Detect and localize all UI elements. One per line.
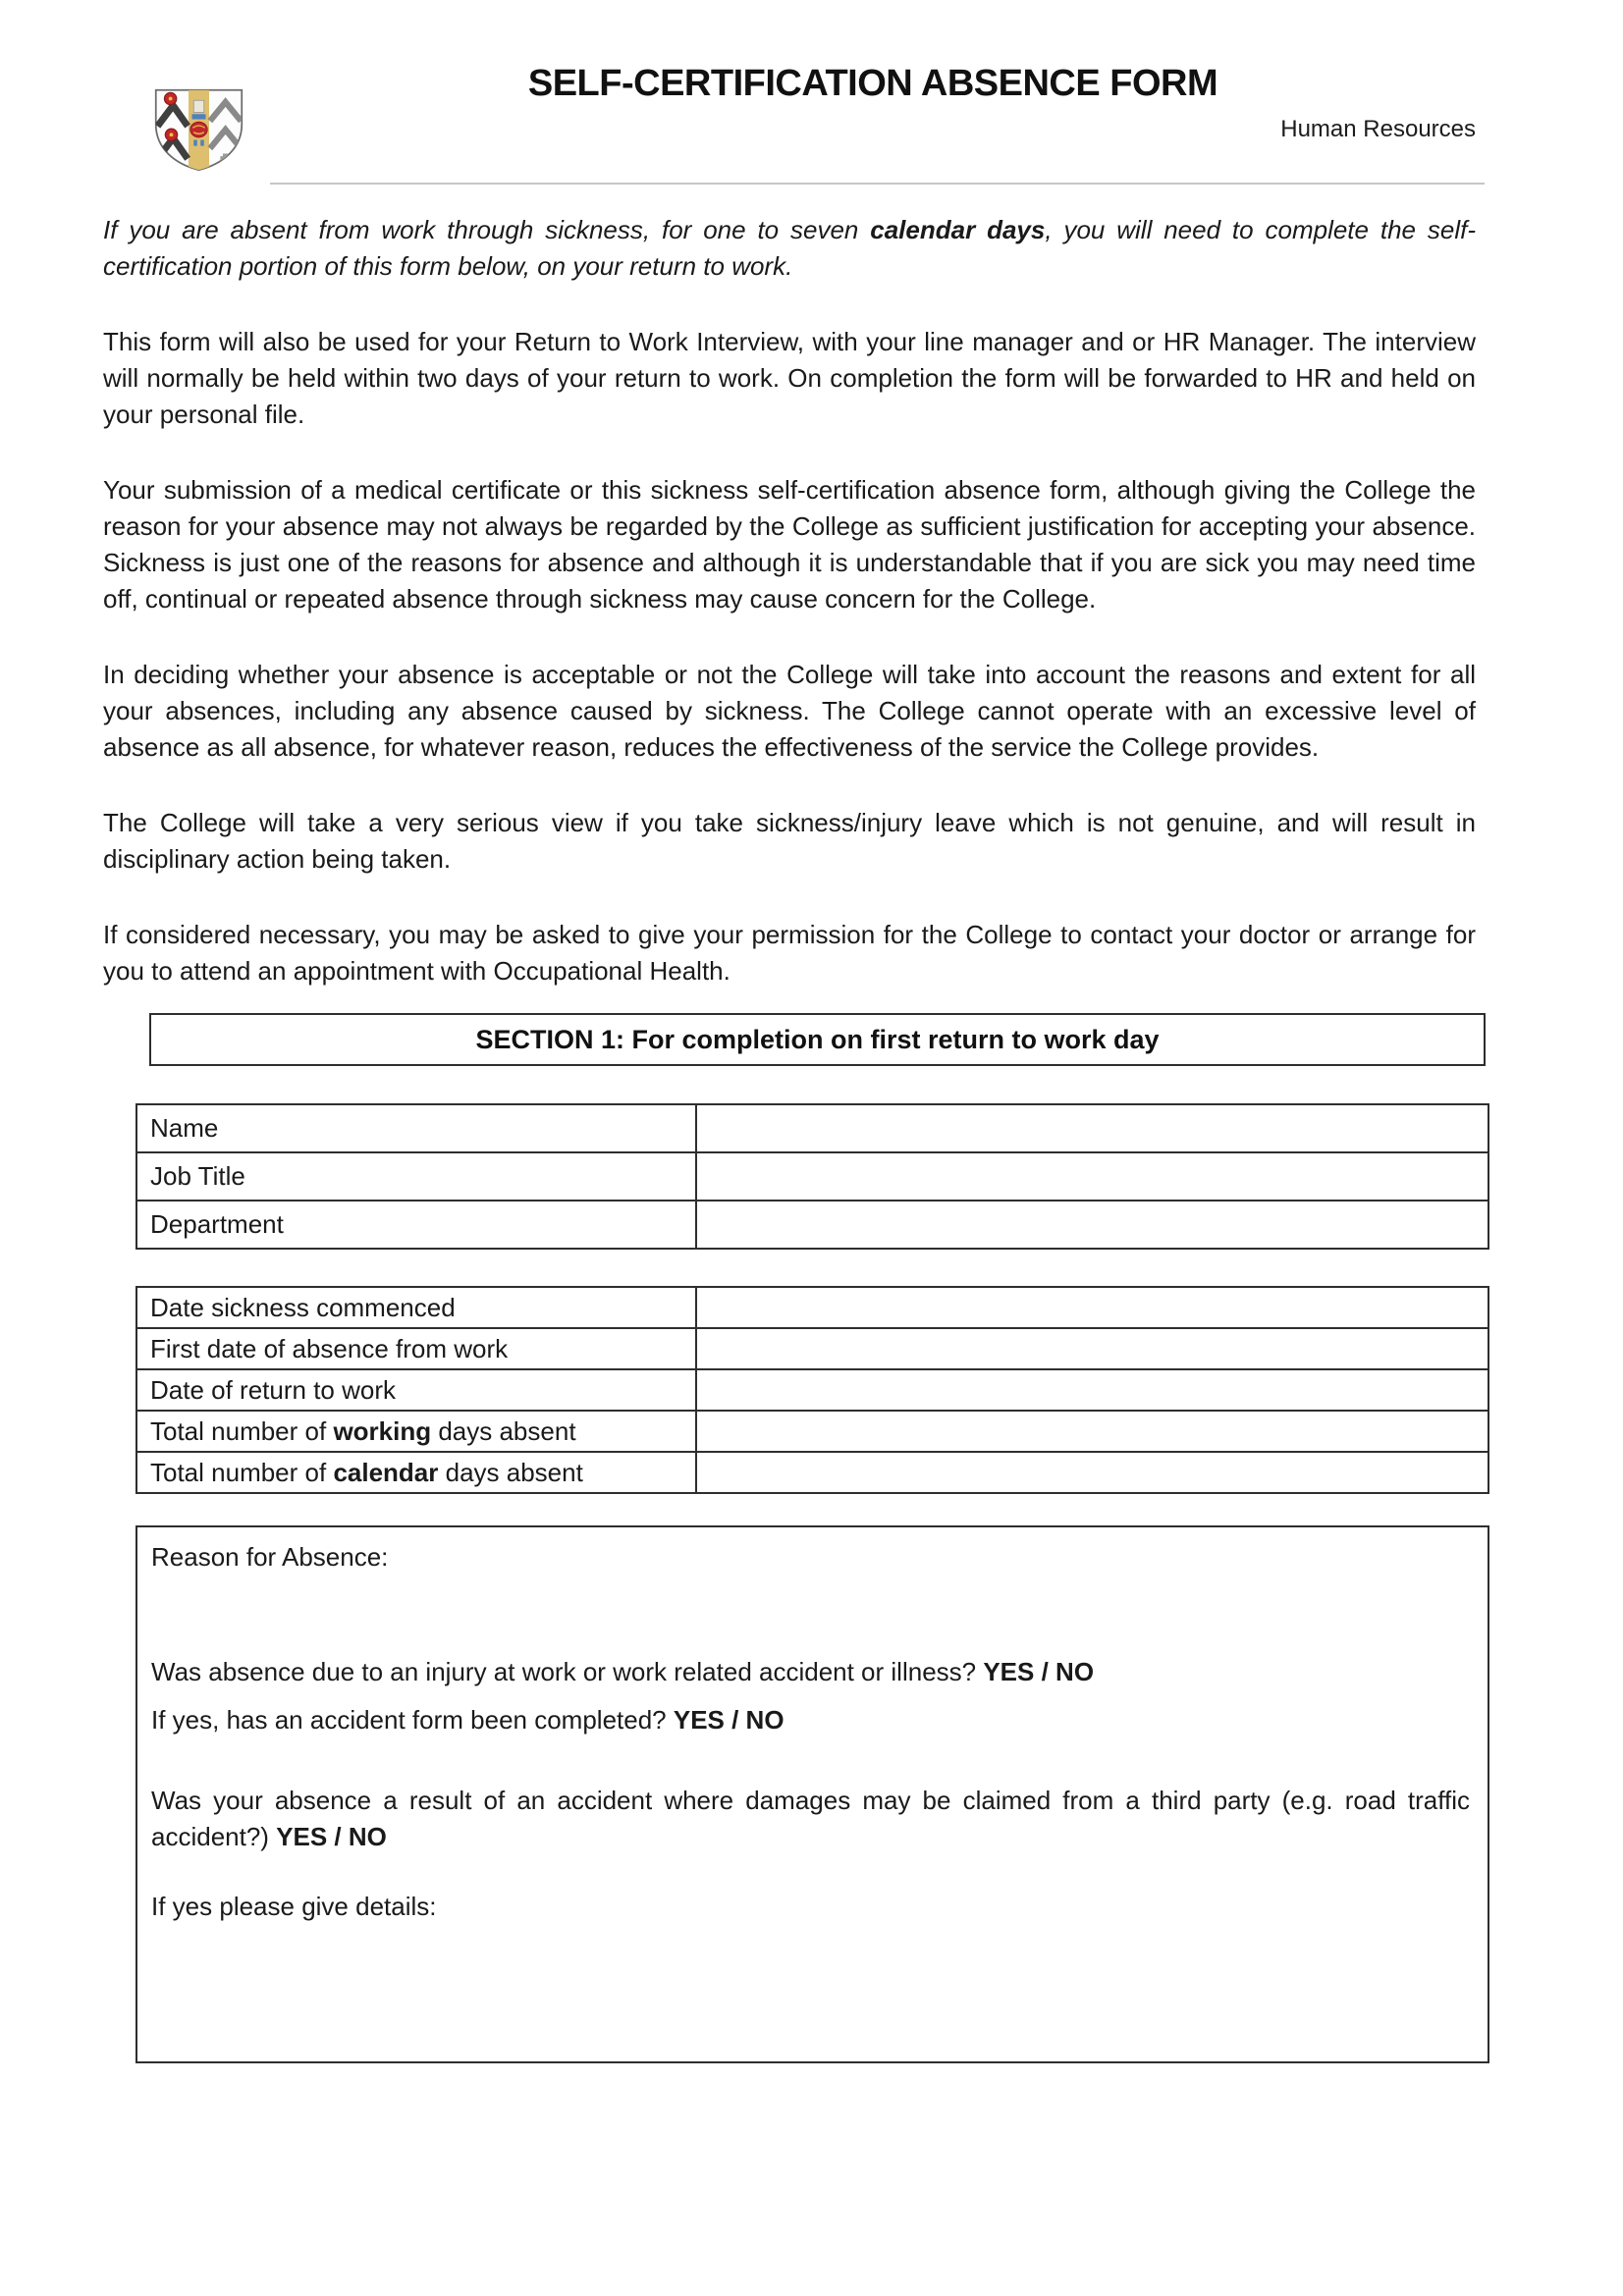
working-days-absent-label — [136, 1411, 696, 1452]
intro-paragraph-2: This form will also be used for your Return to Work Interview, with your line manager and or HR Manager. The interview will normally be held within two days of your return to work. On completion the form will be forwarded to HR and held on your personal file. — [103, 327, 1476, 429]
details-input-area[interactable] — [151, 1925, 1470, 2053]
intro-paragraph-6: If considered necessary, you may be asked to give your permission for the College to contact your doctor or arrange for you to attend an appointment with Occupational Health. — [103, 920, 1476, 986]
table-row — [136, 1104, 1488, 1152]
row-label-pre: Total number of — [150, 1457, 334, 1487]
section1-title: SECTION 1: For completion on first return to work day — [475, 1025, 1160, 1054]
intro-text-block — [103, 212, 1476, 2063]
row-label-pre: Total number of — [150, 1415, 334, 1446]
reason-input-area[interactable] — [151, 1575, 1470, 1654]
table-row — [136, 1201, 1488, 1249]
row-label-text: Date sickness commenced — [150, 1292, 456, 1322]
job-title-label: Job Title — [136, 1152, 696, 1201]
accident-form-question-text: If yes, has an accident form been completed? — [151, 1705, 674, 1735]
intro-paragraph-3: Your submission of a medical certificate or this sickness self-certification absence form, although giving the College the reason for your absence may not always be regarded by the College as sufficient justification for accepting your absence. Sickness is just one of the reasons for absence and although it is understandable that if you are sick you may need time off, continual or repeated absence through sickness may cause concern for the College. — [103, 475, 1476, 614]
table-row — [136, 1369, 1488, 1411]
details-label: If yes please give details: — [151, 1892, 437, 1921]
name-input-cell[interactable] — [696, 1104, 1488, 1152]
header-divider — [270, 183, 1485, 185]
department-label: Department — [136, 1201, 696, 1249]
row-label-post: days absent — [431, 1415, 576, 1446]
form-header — [0, 0, 1623, 185]
date-sickness-commenced-label — [136, 1287, 696, 1328]
accident-form-yes-no-choice[interactable]: YES / NO — [673, 1705, 784, 1735]
injury-yes-no-choice[interactable]: YES / NO — [983, 1657, 1095, 1686]
intro-paragraph-1 — [103, 212, 1476, 285]
department-input-cell[interactable] — [696, 1201, 1488, 1249]
table-row — [136, 1287, 1488, 1328]
name-label: Name — [136, 1104, 696, 1152]
intro-paragraph-5: The College will take a very serious view if you take sickness/injury leave which is not genuine, and will result in disciplinary action being taken. — [103, 808, 1476, 874]
identity-table — [135, 1103, 1489, 1250]
table-row — [136, 1411, 1488, 1452]
third-party-question-text: Was your absence a result of an accident where damages may be claimed from a third party (e.g. road traffic accident?) — [151, 1786, 1470, 1851]
date-return-to-work-label — [136, 1369, 696, 1411]
accident-form-question — [151, 1702, 1470, 1738]
row-label-post: days absent — [438, 1457, 583, 1487]
job-title-input-cell[interactable] — [696, 1152, 1488, 1201]
intro-p1-bold: calendar days — [870, 215, 1046, 244]
first-date-absence-label — [136, 1328, 696, 1369]
header-subtitle: Human Resources — [1280, 116, 1476, 142]
college-crest-logo — [147, 63, 250, 196]
page-title: SELF-CERTIFICATION ABSENCE FORM — [527, 63, 1218, 104]
row-label-text: First date of absence from work — [150, 1333, 509, 1363]
row-label-bold: calendar — [333, 1457, 439, 1487]
table-row — [136, 1152, 1488, 1201]
date-sickness-commenced-input-cell[interactable] — [696, 1287, 1488, 1328]
injury-question-text: Was absence due to an injury at work or work related accident or illness? — [151, 1657, 984, 1686]
third-party-question — [151, 1783, 1470, 1855]
intro-p1-pre: If you are absent from work through sickness, for one to seven — [103, 215, 871, 244]
absence-dates-table — [135, 1286, 1489, 1494]
intro-paragraph-4: In deciding whether your absence is acceptable or not the College will take into account the reasons and extent for all your absences, including any absence caused by sickness. The College cannot operate with an excessive level of absence as all absence, for whatever reason, reduces the effectiveness of the service the College provides. — [103, 660, 1476, 762]
table-row — [136, 1328, 1488, 1369]
injury-question — [151, 1654, 1470, 1690]
reason-for-absence-label: Reason for Absence: — [151, 1542, 389, 1572]
calendar-days-absent-input-cell[interactable] — [696, 1452, 1488, 1493]
first-date-absence-input-cell[interactable] — [696, 1328, 1488, 1369]
third-party-yes-no-choice[interactable]: YES / NO — [276, 1822, 387, 1851]
reason-for-absence-box — [135, 1525, 1489, 2063]
date-return-to-work-input-cell[interactable] — [696, 1369, 1488, 1411]
table-row — [136, 1452, 1488, 1493]
row-label-text: Date of return to work — [150, 1374, 396, 1405]
intro-p1-post: , you will need to complete the self-certification portion of this form below, on your return to work. — [103, 215, 1476, 281]
section1-header — [149, 1013, 1486, 1066]
row-label-bold: working — [333, 1415, 432, 1446]
calendar-days-absent-label — [136, 1452, 696, 1493]
working-days-absent-input-cell[interactable] — [696, 1411, 1488, 1452]
